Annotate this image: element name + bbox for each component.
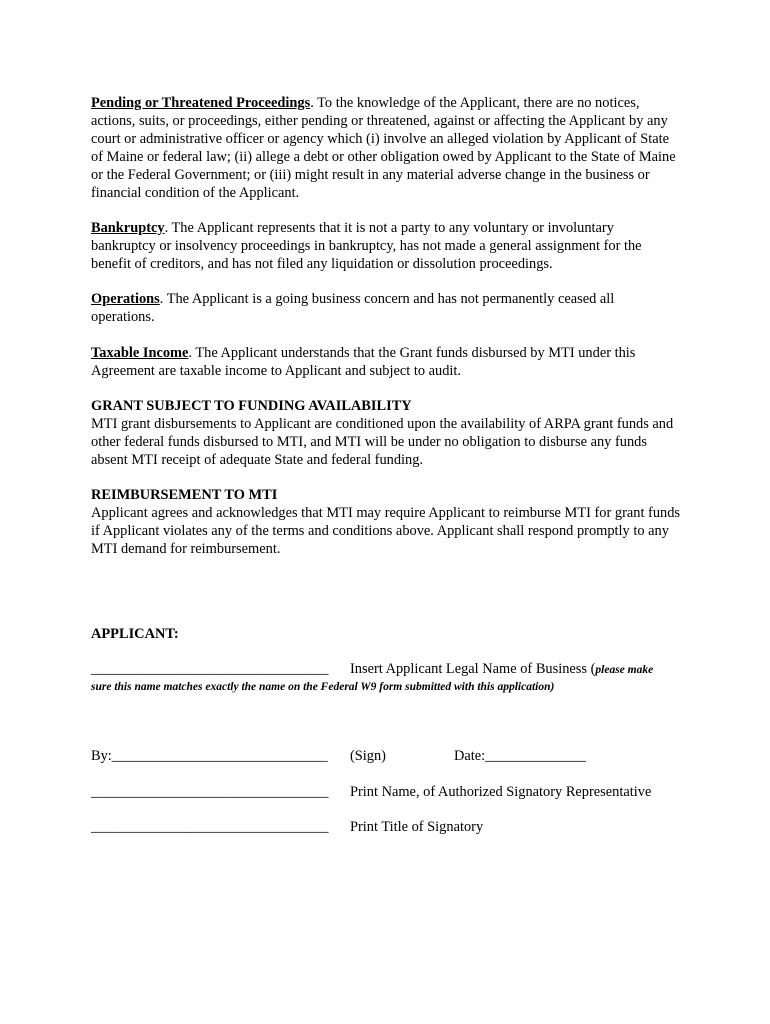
section-body: . The Applicant represents that it is not a party to any voluntary or involuntary bankruptcy or insolvency proceedings in bankruptcy, has not made a general assignment for the benefit of creditors, and has not filed any liquidation or dissolution proceedings. [91,220,642,272]
business-name-note-start: please make [595,664,654,676]
section-body: MTI grant disbursements to Applicant are conditioned upon the availability of ARPA grant funds and other federal funds disbursed to MTI, and MTI will be under no obligation to disburse any funds absent MTI receipt of adequate State and federal funding. [91,416,674,468]
print-title-label: Print Title of Signatory [350,819,484,835]
sign-label: (Sign) [350,748,386,764]
print-name-label: Print Name, of Authorized Signatory Representative [350,784,652,800]
section-body: . The Applicant is a going business concern and has not permanently ceased all operations. [91,291,615,325]
section-operations [91,290,681,326]
section-pending [91,94,681,202]
section-heading: Bankruptcy [91,220,165,236]
section-body: Applicant agrees and acknowledges that MTI may require Applicant to reimburse MTI for grant funds if Applicant violates any of the terms and conditions above. Applicant shall respond promptly to any MTI demand for reimbursement. [91,505,681,557]
print-name-line[interactable]: _________________________________ [91,784,329,800]
section-heading: GRANT SUBJECT TO FUNDING AVAILABILITY [91,398,412,414]
section-heading: Pending or Threatened Proceedings [91,95,311,111]
applicant-label: APPLICANT: [91,626,179,642]
section-heading: REIMBURSEMENT TO MTI [91,487,278,503]
section-body: . To the knowledge of the Applicant, there are no notices, actions, suits, or proceedings, either pending or threatened, against or affecting the Applicant by any court or administrative officer or agency which (i) involve an alleged violation by Applicant of State of Maine or federal law; (ii) allege a debt or other obligation owed by Applicant to the State of Maine or the Federal Government; or (iii) might result in any material adverse change in the business or financial condition of the Applicant. [91,95,676,201]
business-name-label [350,660,653,679]
section-body: . The Applicant understands that the Grant funds disbursed by MTI under this Agreement are taxable income to Applicant and subject to audit. [91,345,636,379]
section-heading: Operations [91,291,160,307]
by-sign-line[interactable]: By:______________________________ [91,748,328,764]
section-taxable-income [91,344,681,380]
print-title-line[interactable]: _________________________________ [91,819,329,835]
section-heading: Taxable Income [91,345,189,361]
date-field[interactable]: Date:______________ [454,748,586,764]
section-reimbursement [91,486,681,558]
business-name-label-text: Insert Applicant Legal Name of Business ( [350,661,596,677]
business-name-line[interactable]: _________________________________ [91,661,329,677]
business-name-note: sure this name matches exactly the name on the Federal W9 form submitted with this application) [91,681,555,693]
section-grant-funding [91,397,681,469]
section-bankruptcy [91,219,681,273]
